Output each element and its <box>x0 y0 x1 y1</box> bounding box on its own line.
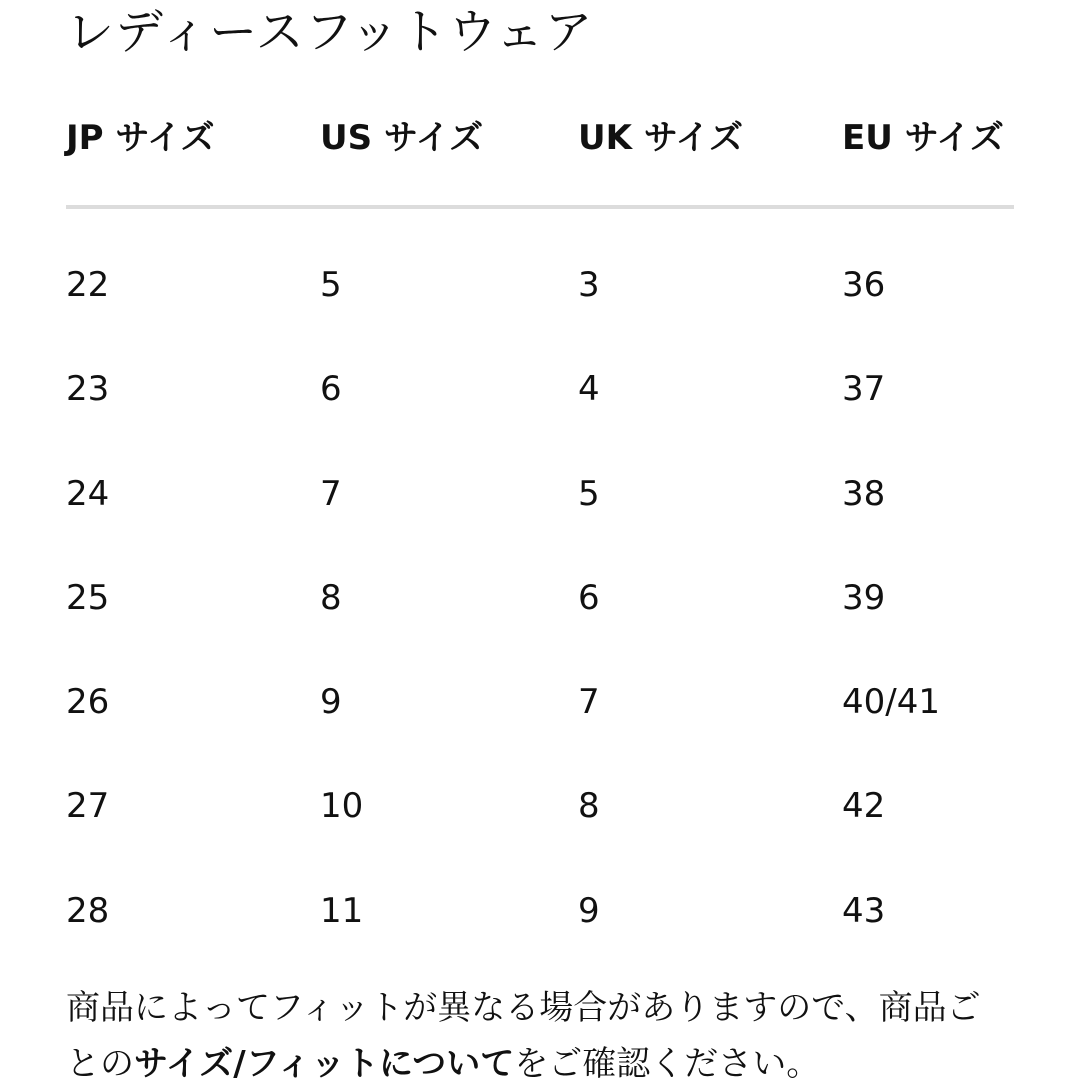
table-row <box>66 464 1016 568</box>
table-header <box>66 110 1016 166</box>
header-us-size: US サイズ <box>320 118 484 158</box>
cell-eu: 42 <box>842 786 886 827</box>
cell-jp: 24 <box>66 473 110 514</box>
cell-us: 8 <box>320 577 342 618</box>
table-row <box>66 881 1016 985</box>
header-jp-size: JP サイズ <box>66 118 215 158</box>
cell-us: 7 <box>320 473 342 514</box>
cell-us: 6 <box>320 369 342 410</box>
cell-us: 11 <box>320 890 364 931</box>
fit-note-prefix: 商品によってフィットが異なる場合がありますので、商品ごとの <box>66 988 981 1084</box>
cell-jp: 23 <box>66 369 110 410</box>
cell-uk: 5 <box>578 473 600 514</box>
table-row <box>66 255 1016 359</box>
cell-uk: 3 <box>578 265 600 305</box>
cell-jp: 25 <box>66 577 110 618</box>
cell-us: 10 <box>320 786 364 827</box>
header-eu-size: EU サイズ <box>842 118 1004 158</box>
cell-eu: 37 <box>842 369 886 410</box>
page-title: レディースフットウェア <box>66 4 594 60</box>
table-row <box>66 568 1016 672</box>
cell-eu: 38 <box>842 473 886 514</box>
cell-jp: 22 <box>66 265 110 305</box>
cell-uk: 8 <box>578 786 600 827</box>
table-row <box>66 776 1016 880</box>
fit-note-suffix: をご確認ください。 <box>514 1044 821 1084</box>
table-row <box>66 359 1016 463</box>
cell-uk: 7 <box>578 682 600 723</box>
fit-note <box>66 980 986 1092</box>
cell-jp: 28 <box>66 890 110 931</box>
cell-eu: 40/41 <box>842 682 940 723</box>
header-uk-size: UK サイズ <box>578 118 744 158</box>
cell-us: 9 <box>320 682 342 723</box>
cell-eu: 43 <box>842 890 886 931</box>
table-row <box>66 672 1016 776</box>
size-fit-link[interactable]: サイズ/フィットについて <box>134 1044 515 1084</box>
header-divider <box>66 205 1014 209</box>
cell-jp: 27 <box>66 786 110 827</box>
cell-uk: 6 <box>578 577 600 618</box>
cell-uk: 4 <box>578 369 600 410</box>
cell-jp: 26 <box>66 682 110 723</box>
cell-us: 5 <box>320 265 342 305</box>
cell-uk: 9 <box>578 890 600 931</box>
cell-eu: 36 <box>842 265 886 305</box>
table-body <box>66 255 1016 985</box>
cell-eu: 39 <box>842 577 886 618</box>
